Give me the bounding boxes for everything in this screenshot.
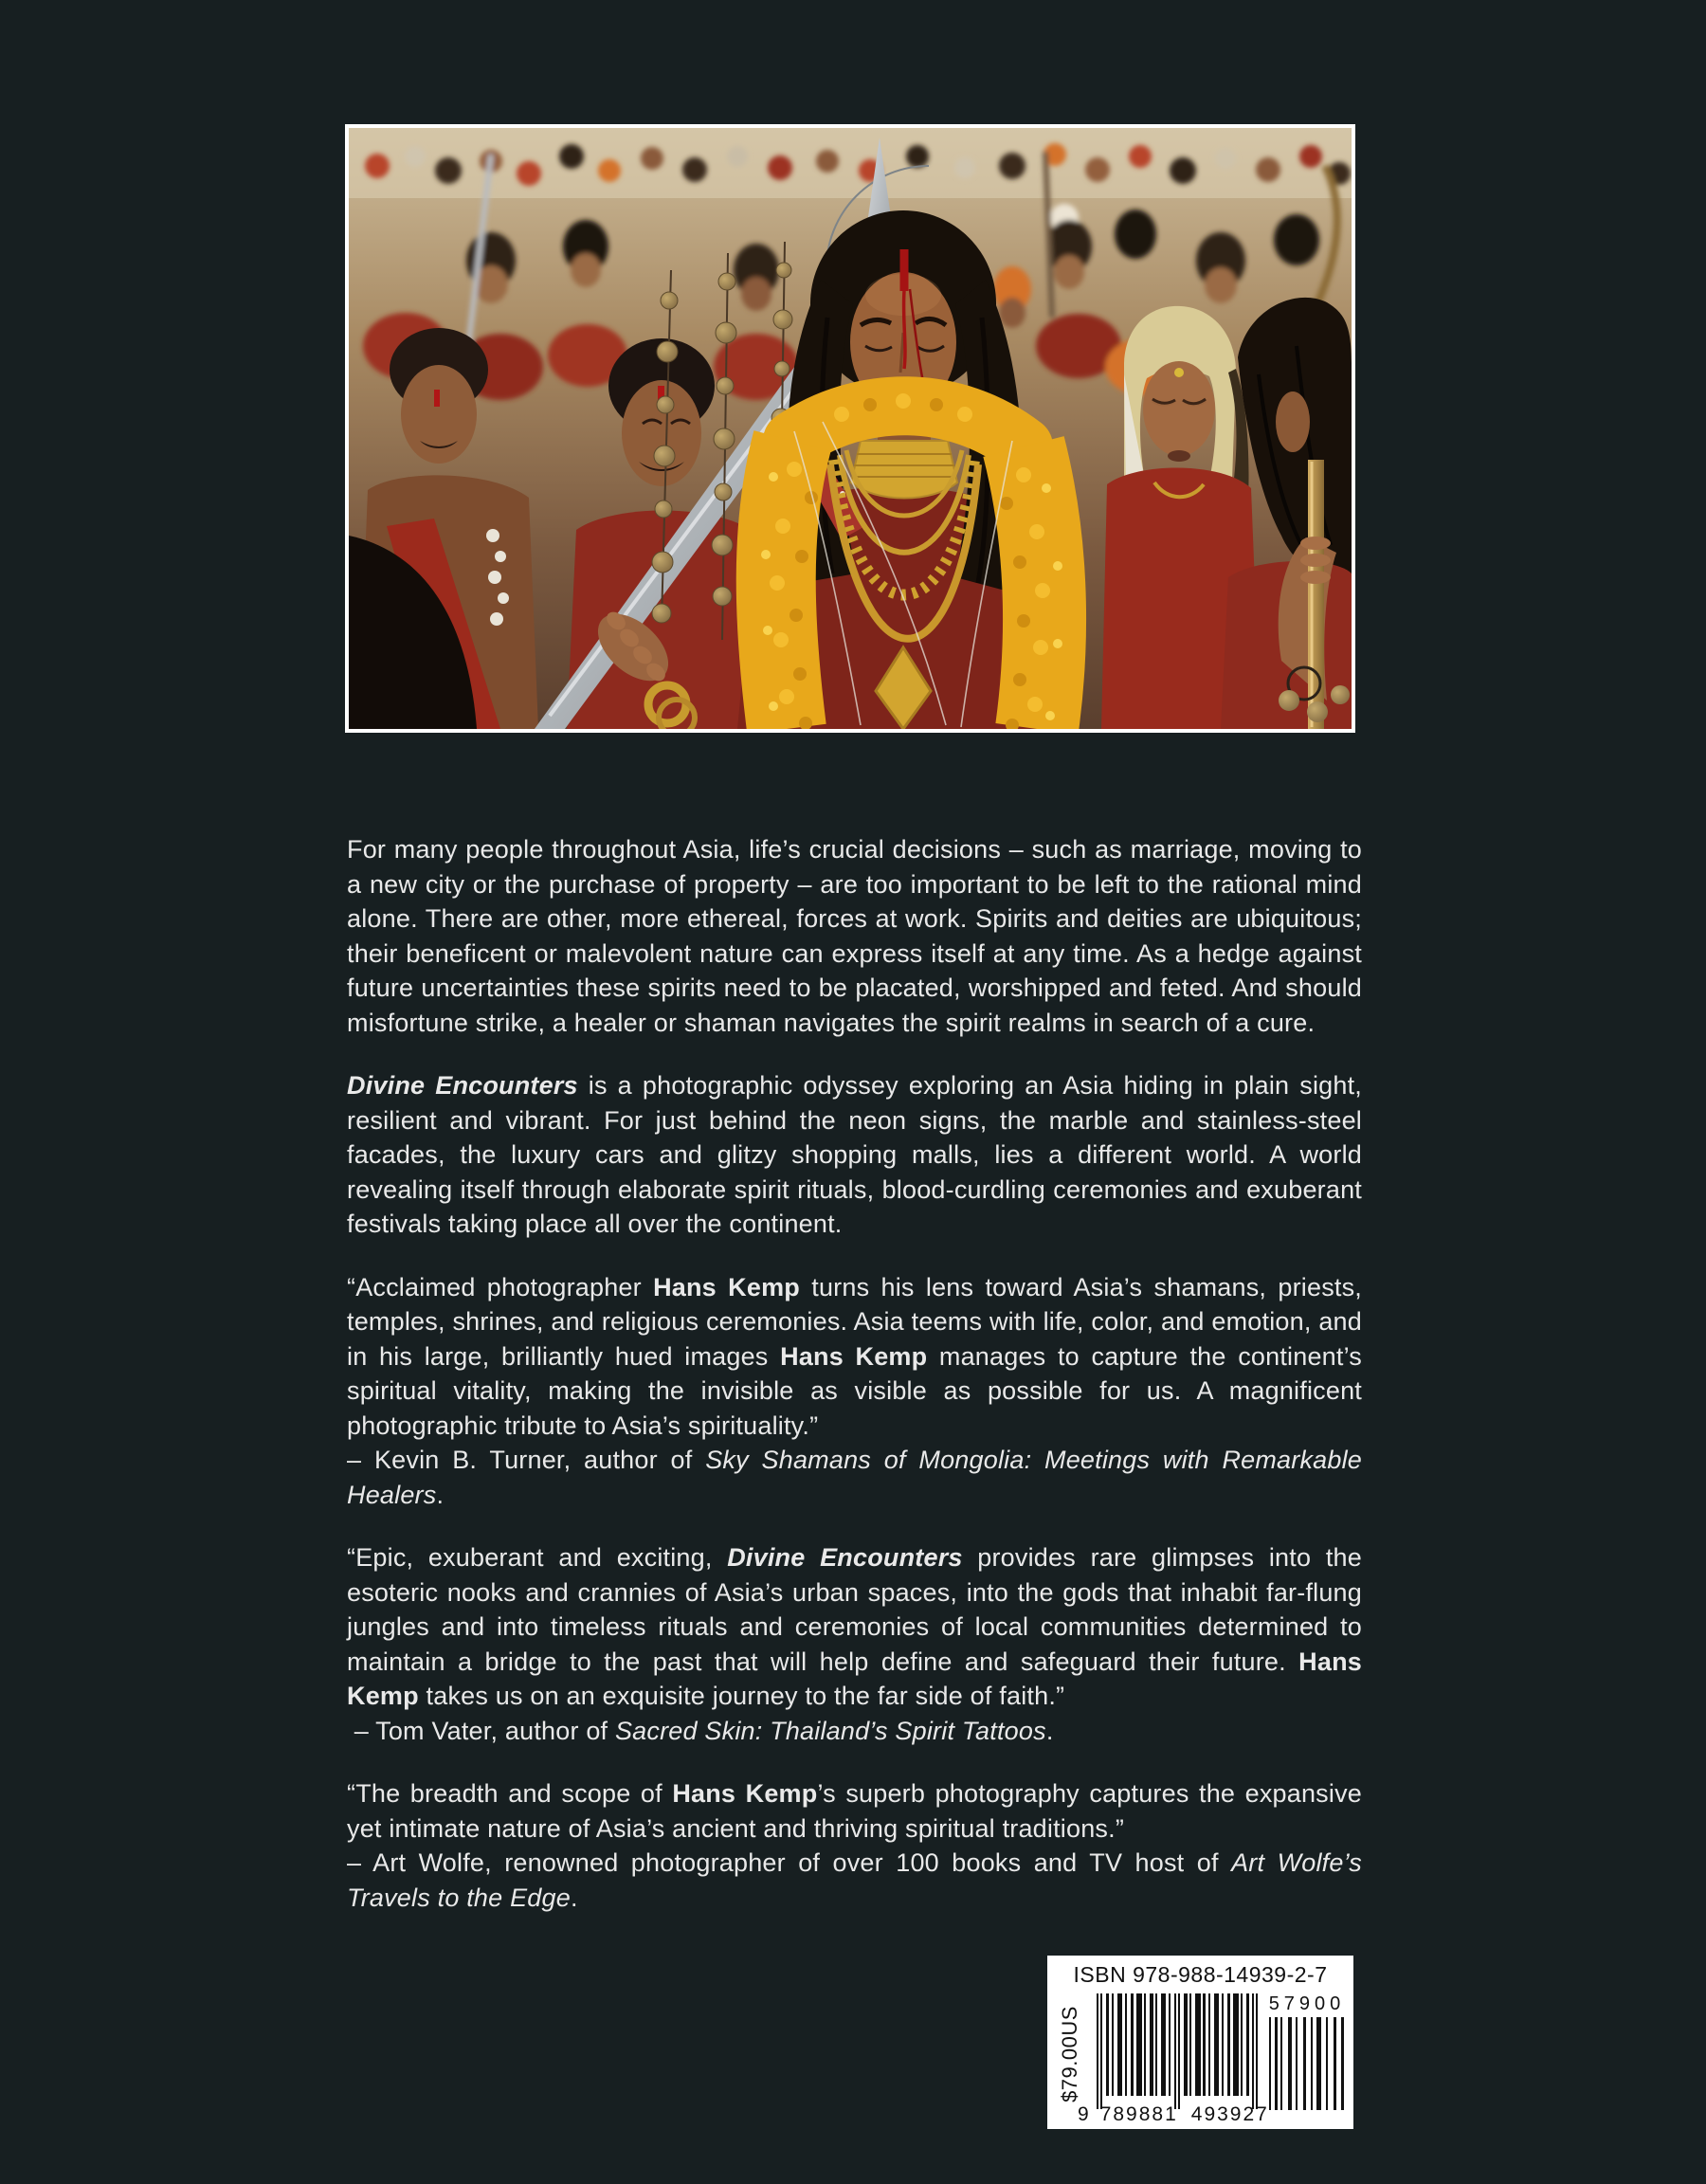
back-cover-paragraph <box>347 1068 1362 1242</box>
ean-lead-digit: 9 <box>1078 2103 1091 2125</box>
text-segment: manages to capture the continent’s spiritual vitality, making the invisible as visible as possible for us. A magnificent photographic tribute to Asia’s spirituality.” <box>347 1341 1362 1440</box>
text-segment: ’s superb photography captures the expansive yet intimate nature of Asia’s ancient and thriving spiritual traditions.” <box>347 1779 1362 1843</box>
text-segment: turns his lens toward Asia’s shamans, priests, temples, shrines, and religious ceremonies. Asia teems with life, color, and emotion, and in his large, brilliantly hued images <box>347 1272 1363 1371</box>
cover-photo-frame <box>345 124 1355 733</box>
barcode-panel <box>1047 1956 1353 2129</box>
supplement-digits: 57900 <box>1268 1993 1346 2014</box>
text-segment: is a photographic odyssey exploring an Asia hiding in plain sight, resilient and vibrant. For just behind the neon signs, the marble and stainless-steel facades, the luxury cars and glitzy shopping malls, lies a different world. A world revealing itself through elaborate spirit rituals, blood-curdling ceremonies and exuberant festivals taking place all over the continent. <box>347 1071 1362 1238</box>
text-segment: Divine Encounters <box>727 1543 963 1572</box>
back-cover-paragraph <box>347 1540 1362 1748</box>
text-segment: “Acclaimed photographer <box>347 1272 654 1301</box>
text-segment: Art Wolfe’s Travels to the Edge <box>347 1848 1362 1912</box>
back-cover-text <box>347 832 1362 1915</box>
text-segment: “Epic, exuberant and exciting, <box>347 1543 728 1572</box>
ean-barcode <box>1097 1993 1258 2109</box>
text-segment: Hans Kemp <box>653 1272 800 1301</box>
quote-attribution <box>347 1846 1362 1915</box>
supplement-barcode <box>1267 1993 1347 2110</box>
isbn-label: ISBN 978-988-14939-2-7 <box>1073 1962 1328 1987</box>
text-segment: Divine Encounters <box>347 1071 578 1100</box>
back-cover-paragraph <box>347 832 1362 1040</box>
text-segment: Hans Kemp <box>672 1779 818 1808</box>
text-segment: – Tom Vater, author of <box>347 1716 615 1745</box>
ean-digit-group-1: 789881 <box>1099 2103 1178 2125</box>
text-segment: . <box>436 1480 445 1509</box>
back-cover-paragraph <box>347 1776 1362 1915</box>
quote-attribution <box>347 1714 1362 1749</box>
quote-attribution <box>347 1443 1362 1512</box>
supplement-bars <box>1269 2017 1345 2110</box>
text-segment: . <box>1045 1716 1054 1745</box>
text-segment: – Kevin B. Turner, author of <box>347 1446 706 1474</box>
text-segment: For many people throughout Asia, life’s crucial decisions – such as marriage, moving to a new city or the purchase of property – are too important to be left to the rational mind alone. There are other, more ethereal, forces at work. Spirits and deities are ubiquitous; their beneficent or malevolent nature can express itself at any time. As a hedge against future uncertainties these spirits need to be placated, worshipped and feted. And should misfortune strike, a healer or shaman navigates the spirit realms in search of a cure. <box>347 835 1362 1037</box>
back-cover-paragraph <box>347 1270 1362 1513</box>
text-segment: “The breadth and scope of <box>347 1779 673 1808</box>
text-segment: Sacred Skin: Thailand’s Spirit Tattoos <box>614 1716 1046 1745</box>
cover-photo <box>349 128 1352 729</box>
text-segment: – Art Wolfe, renowned photographer of over 100 books and TV host of <box>347 1848 1232 1877</box>
text-segment: Hans Kemp <box>780 1341 928 1371</box>
ean-digits <box>1078 2103 1269 2126</box>
text-segment: provides rare glimpses into the esoteric nooks and crannies of Asia’s urban spaces, into the gods that inhabit far-flung jungles and into timeless rituals and ceremonies of local communities determined to maintain a bridge to the past that will help define and safeguard their future. <box>347 1543 1362 1676</box>
text-segment: . <box>570 1883 578 1912</box>
text-segment: Sky Shamans of Mongolia: Meetings with Remarkable Healers <box>347 1446 1362 1509</box>
price-label: $79.00US <box>1058 2006 1081 2102</box>
text-segment: takes us on an exquisite journey to the far side of faith.” <box>418 1682 1065 1710</box>
ean-digit-group-2: 493927 <box>1190 2103 1269 2125</box>
text-segment: Hans Kemp <box>347 1647 1362 1710</box>
